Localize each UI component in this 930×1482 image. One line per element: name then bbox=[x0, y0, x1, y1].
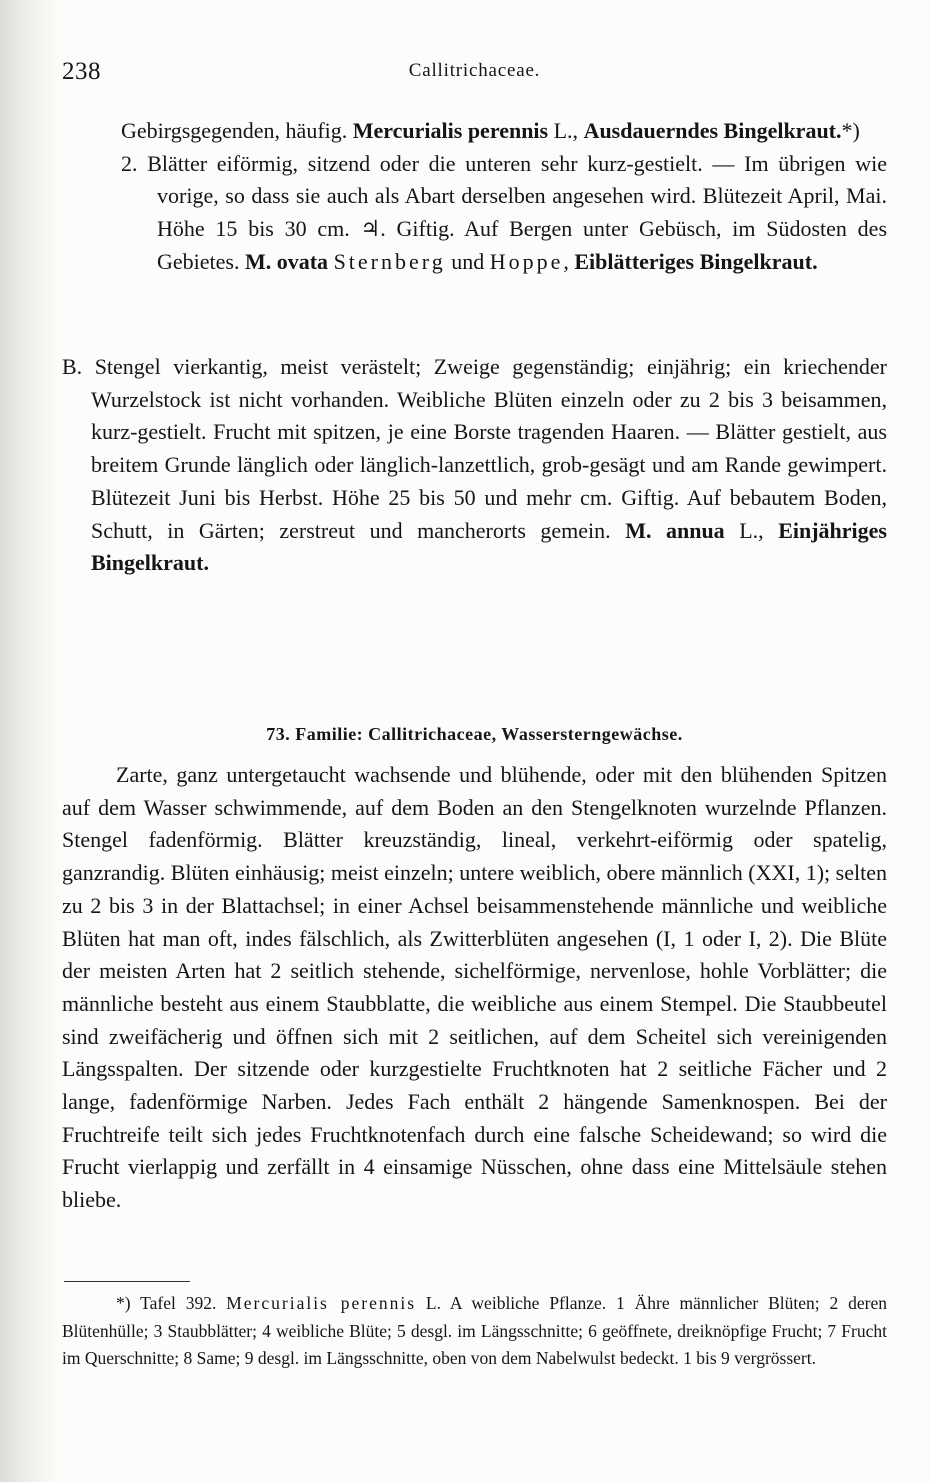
page-gutter-shadow bbox=[0, 0, 60, 1482]
common-name: Einjähriges Bingelkraut. bbox=[91, 517, 887, 576]
page-header bbox=[62, 58, 887, 92]
footnote-rule bbox=[64, 1281, 190, 1282]
paragraph-mercurialis-perennis: Gebirgsgegenden, häufig. Mercurialis perennis L., Ausdauerndes Bingelkraut.*) bbox=[121, 118, 860, 143]
footnote-species-name: Mercurialis perennis bbox=[226, 1293, 417, 1313]
key-item-2: 2. Blätter eiförmig, sitzend oder die unteren sehr kurz-gestielt. — Im übrigen wie vorige, so dass sie auch als Abart derselben angesehen wird. Blütezeit April, Mai. Höhe 15 bis 30 cm. ♃. Giftig. Auf Bergen unter Gebüsch, im Südosten des Gebietes. M. ovata Sternberg und Hoppe, Eiblätteriges Bingelkraut. bbox=[121, 150, 887, 274]
key-section-mercurialis-perennis bbox=[121, 115, 887, 279]
running-title: Callitrichaceae. bbox=[408, 60, 541, 81]
paragraph-mercurialis-annua: B. Stengel vierkantig, meist verästelt; Zweige gegenständig; einjährig; ein kriechender Wurzelstock ist nicht vorhanden. Weibliche Blüten einzeln oder zu 2 bis 3 beisammen, kurz-gestielt. Frucht mit spitzen, je eine Borste tragenden Haaren. — Blätter gestielt, aus breitem Grunde länglich oder länglich-lanzettlich, grob-gesägt und am Rande gewimpert. Blütezeit Juni bis Herbst. Höhe 25 bis 50 und mehr cm. Giftig. Auf bebautem Boden, Schutt, in Gärten; zerstreut und mancherorts gemein. M. annua L., Einjähriges Bingelkraut. bbox=[62, 354, 887, 576]
common-name: Ausdauerndes Bingelkraut. bbox=[583, 118, 842, 143]
footnote-marker: *) bbox=[841, 118, 860, 143]
family-heading: 73. Familie: Callitrichaceae, Wassersterngewächse. bbox=[266, 724, 683, 744]
footnote: *) Tafel 392. Mercurialis perennis L. A weibliche Pflanze. 1 Ähre männlicher Blüten; 2 deren Blütenhülle; 3 Staubblätter; 4 weibliche Blüte; 5 desgl. im Längsschnitte; 6 geöffnete, dreiknöpfige Frucht; 7 Frucht im Querschnitte; 8 Same; 9 desgl. im Längsschnitte, oben von dem Nabelwulst bedeckt. 1 bis 9 vergrössert. bbox=[62, 1293, 887, 1369]
key-section-b bbox=[62, 351, 887, 580]
common-name: Eiblätteriges Bingelkraut. bbox=[574, 248, 818, 274]
page-number: 238 bbox=[62, 58, 101, 85]
family-description-text: Zarte, ganz untergetaucht wachsende und blühende, oder mit den blühenden Spitzen auf dem Wasser schwimmende, auf dem Boden an den Stengelknoten wurzelnde Pflanzen. Stengel fadenförmig. Blätter kreuzständig, lineal, verkehrt-eiförmig oder spatelig, ganzrandig. Blüten einhäusig; meist einzeln; untere weiblich, obere männlich (XXI, 1); selten zu 2 bis 3 in der Blattachsel; in einer Achsel beisammenstehende männliche und weibliche Blüten hat man oft, indes fälschlich, als Zwitterblüten angesehen (I, 1 oder I, 2). Die Blüte der meisten Arten hat 2 seitlich stehende, sichelförmige, nervenlose, hohle Vorblätter; die männliche besteht aus einem Staubblatte, die weibliche aus einem Stempel. Die Staubbeutel sind zweifächerig und öffnen sich mit 2 seitlichen, auf dem Scheitel sich vereinigenden Längsspalten. Der sitzende oder kurzgestielte Fruchtknoten hat 2 seitliche Fächer und 2 lange, fadenförmige Narben. Jedes Fach enthält 2 hängende Samenknospen. Bei der Fruchtreife teilt sich jedes Fruchtknotenfach durch eine falsche Scheidewand; so wird die Frucht vierlappig und zerfällt in 4 einsamige Nüsschen, ohne dass eine Mittelsäule stehen bliebe. bbox=[62, 762, 887, 1213]
species-name: Mercurialis perennis bbox=[352, 118, 549, 143]
author-name: Sternberg bbox=[333, 248, 446, 274]
species-name: M. annua bbox=[625, 517, 725, 543]
species-name: M. ovata bbox=[244, 248, 329, 274]
author-name: Hoppe bbox=[489, 248, 564, 274]
family-description bbox=[62, 759, 887, 1217]
